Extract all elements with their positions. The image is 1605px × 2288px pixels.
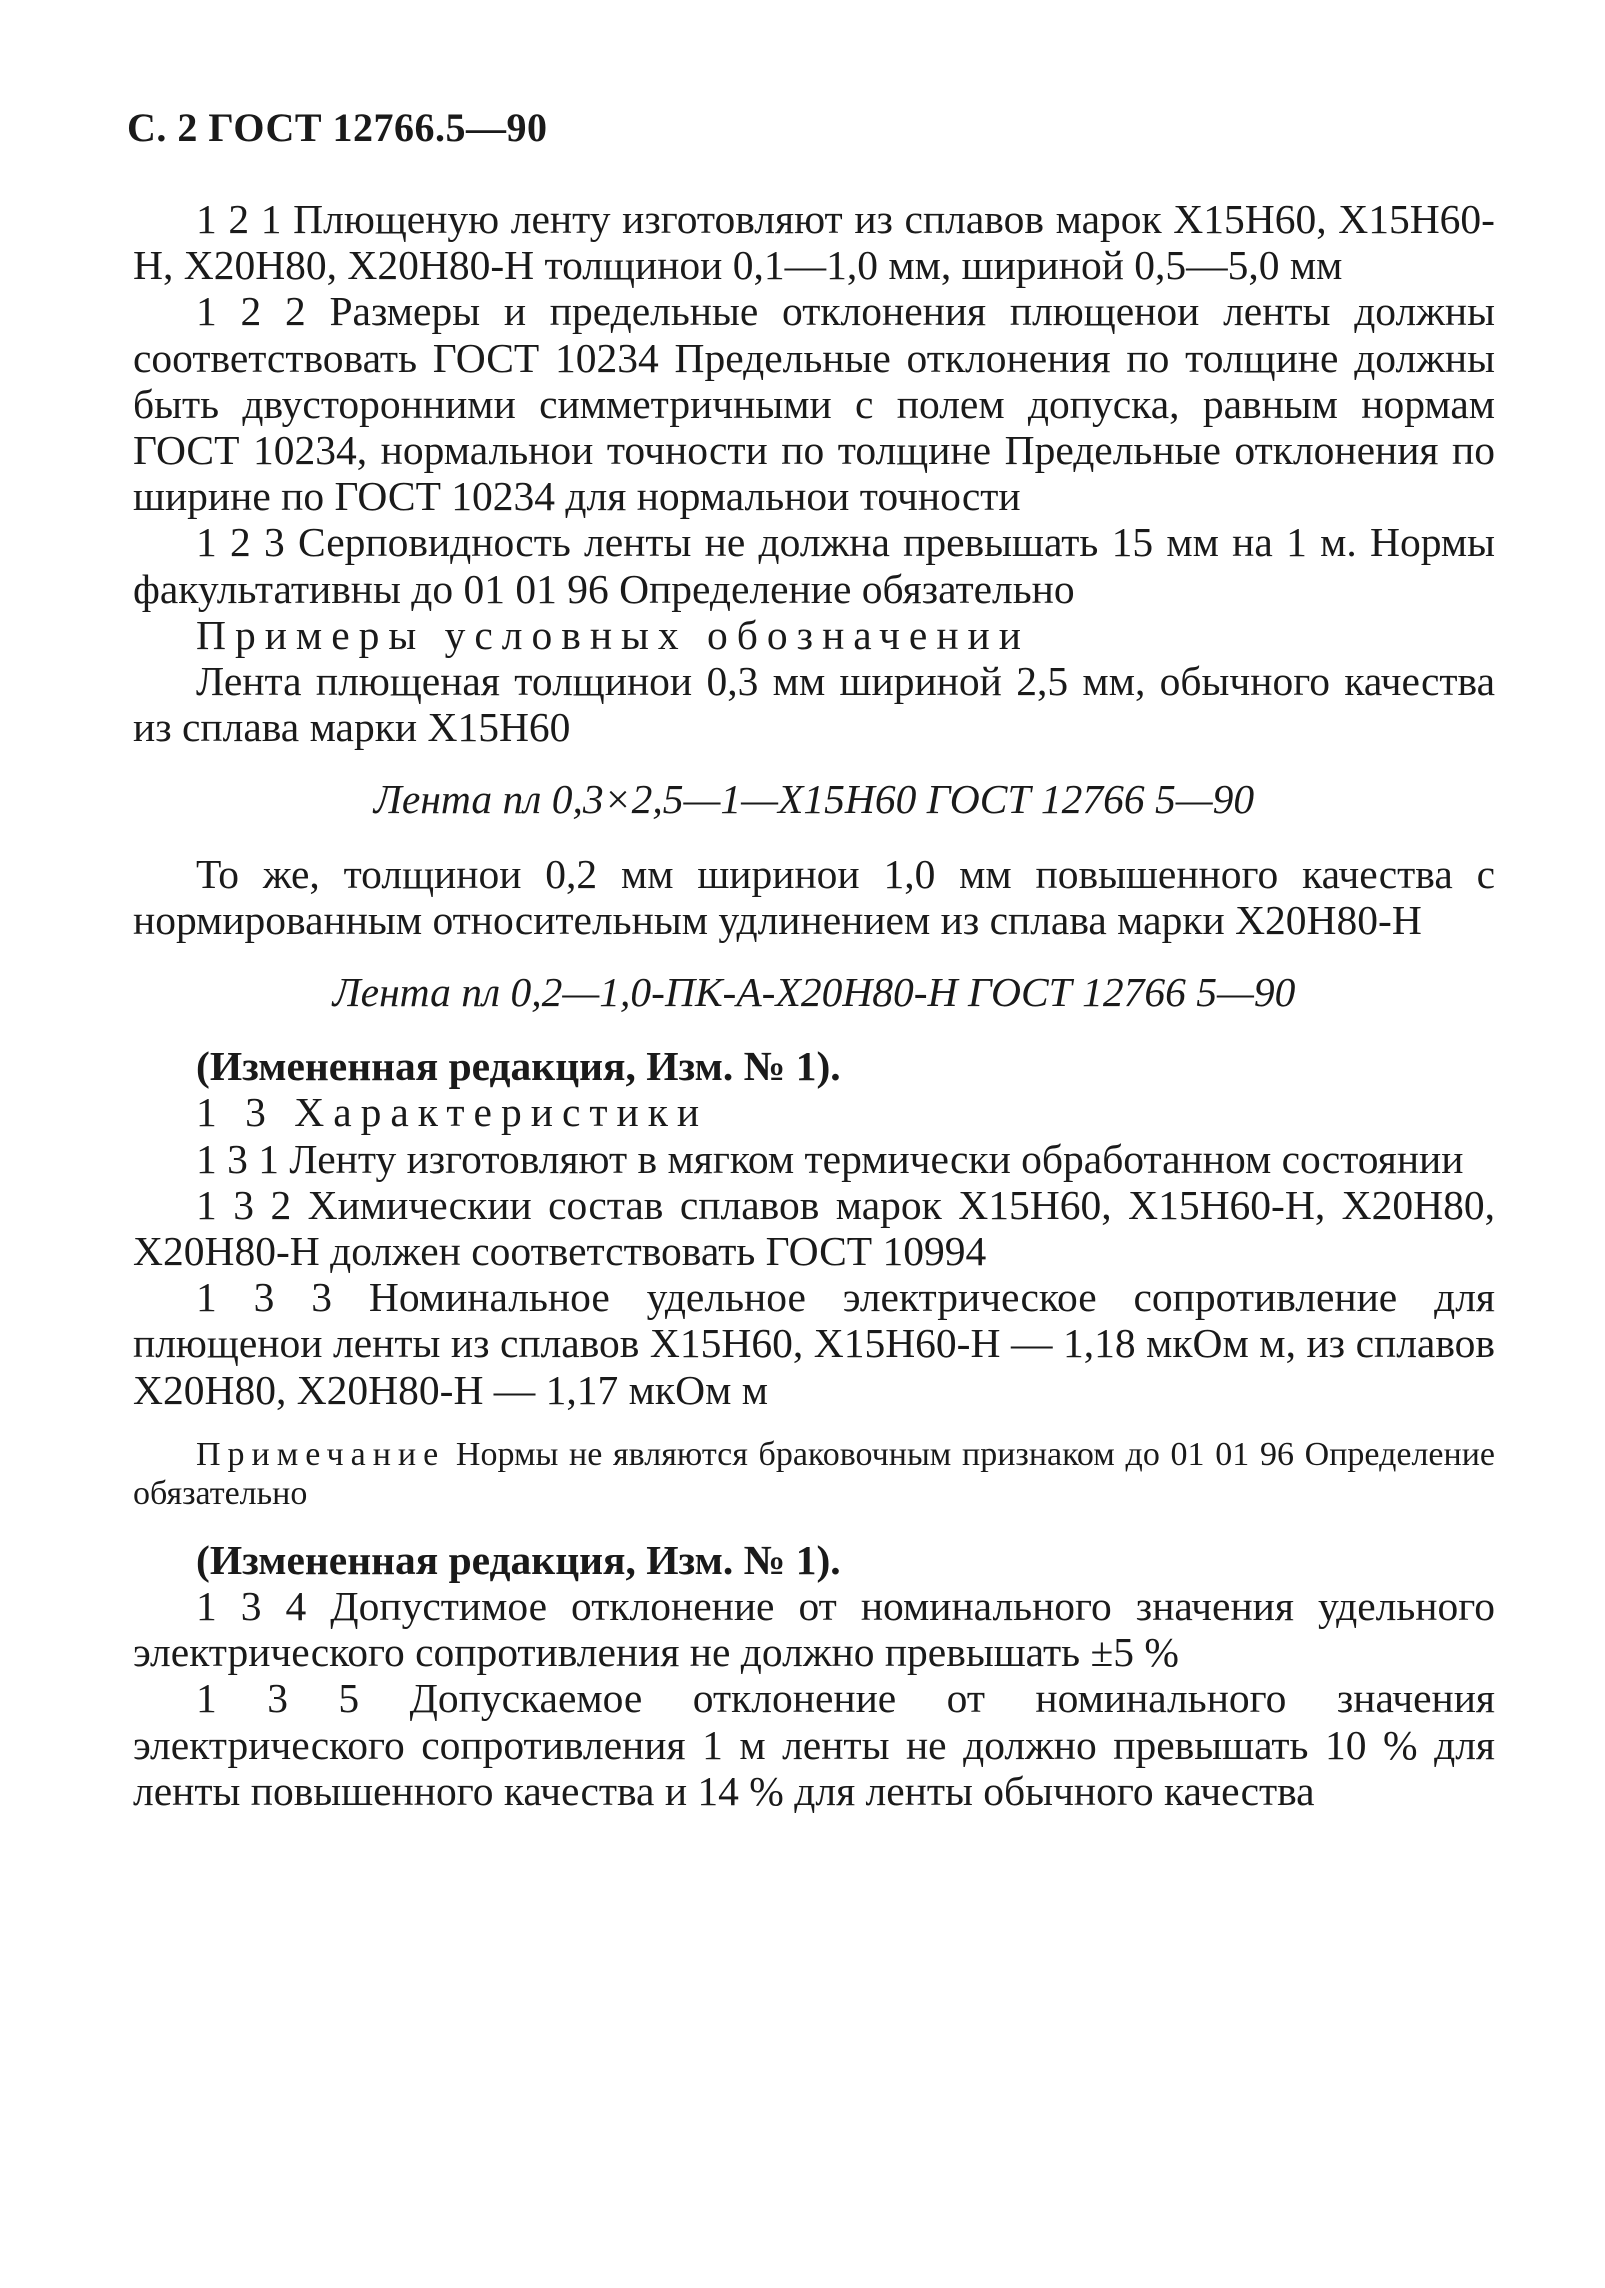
note-block bbox=[133, 1435, 1495, 1513]
example-1-text: Лента плющеная толщинои 0,3 мм шириной 2,5 мм, обычного качества из сплава марки Х15Н60 bbox=[133, 658, 1495, 751]
paragraph-1-2-2: 1 2 2 Размеры и предельные отклонения плющенои ленты должны соответствовать ГОСТ 10234 Предельные отклонения по толщине должны быть двусторонними симметричными с полем допуска, равным нормам ГОСТ 10234, нормальнои точности по толщине Предельные отклонения по ширине по ГОСТ 10234 для нормальнои точности bbox=[133, 288, 1495, 520]
paragraph-1-2-3: 1 2 3 Серповидность ленты не должна превышать 15 мм на 1 м. Нормы факультативны до 01 01 96 Определение обязательно bbox=[133, 519, 1495, 612]
paragraph-1-3-4: 1 3 4 Допустимое отклонение от номинального значения удельного электрического сопротивления не должно превышать ±5 % bbox=[133, 1583, 1495, 1676]
paragraph-1-2-1: 1 2 1 Плющеную ленту изготовляют из сплавов марок Х15Н60, Х15Н60-Н, Х20Н80, Х20Н80-Н толщинои 0,1—1,0 мм, шириной 0,5—5,0 мм bbox=[133, 196, 1495, 289]
document-body bbox=[133, 196, 1495, 1814]
paragraph-1-3-3: 1 3 3 Номинальное удельное электрическое сопротивление для плющенои ленты из сплавов Х15Н60, Х15Н60-Н — 1,18 мкОм м, из сплавов Х20Н80, Х20Н80-Н — 1,17 мкОм м bbox=[133, 1274, 1495, 1413]
revision-note-1: (Измененная редакция, Изм. № 1). bbox=[196, 1043, 841, 1090]
paragraph-1-3-1: 1 3 1 Ленту изготовляют в мягком термически обработанном состоянии bbox=[196, 1135, 1464, 1182]
note-label: Примечание bbox=[196, 1435, 446, 1473]
page-header: С. 2 ГОСТ 12766.5—90 bbox=[127, 105, 548, 150]
note-text: Нормы не являются браковочным признаком до 01 01 96 Определение обязательно bbox=[133, 1435, 1496, 1512]
paragraph-1-3-2: 1 3 2 Химическии состав сплавов марок Х15Н60, Х15Н60-Н, Х20Н80, Х20Н80-Н должен соответствовать ГОСТ 10994 bbox=[133, 1181, 1495, 1275]
examples-heading: Примеры условных обозначении bbox=[196, 611, 1030, 658]
revision-note-2: (Измененная редакция, Изм. № 1). bbox=[196, 1536, 841, 1583]
section-1-3-heading: 1 3 Характеристики bbox=[196, 1089, 709, 1136]
paragraph-1-3-5: 1 3 5 Допускаемое отклонение от номинального значения электрического сопротивления 1 м ленты не должно превышать 10 % для ленты повышенного качества и 14 % для ленты обычного качества bbox=[133, 1675, 1495, 1814]
designation-example-1: Лента пл 0,3×2,5—1—Х15Н60 ГОСТ 12766 5—90 bbox=[373, 776, 1255, 823]
designation-example-2: Лента пл 0,2—1,0-ПК-А-Х20Н80-Н ГОСТ 12766 5—90 bbox=[332, 969, 1296, 1016]
example-2-text: То же, толщинои 0,2 мм ширинои 1,0 мм повышенного качества с нормированным относительным удлинением из сплава марки Х20Н80-Н bbox=[133, 850, 1495, 943]
